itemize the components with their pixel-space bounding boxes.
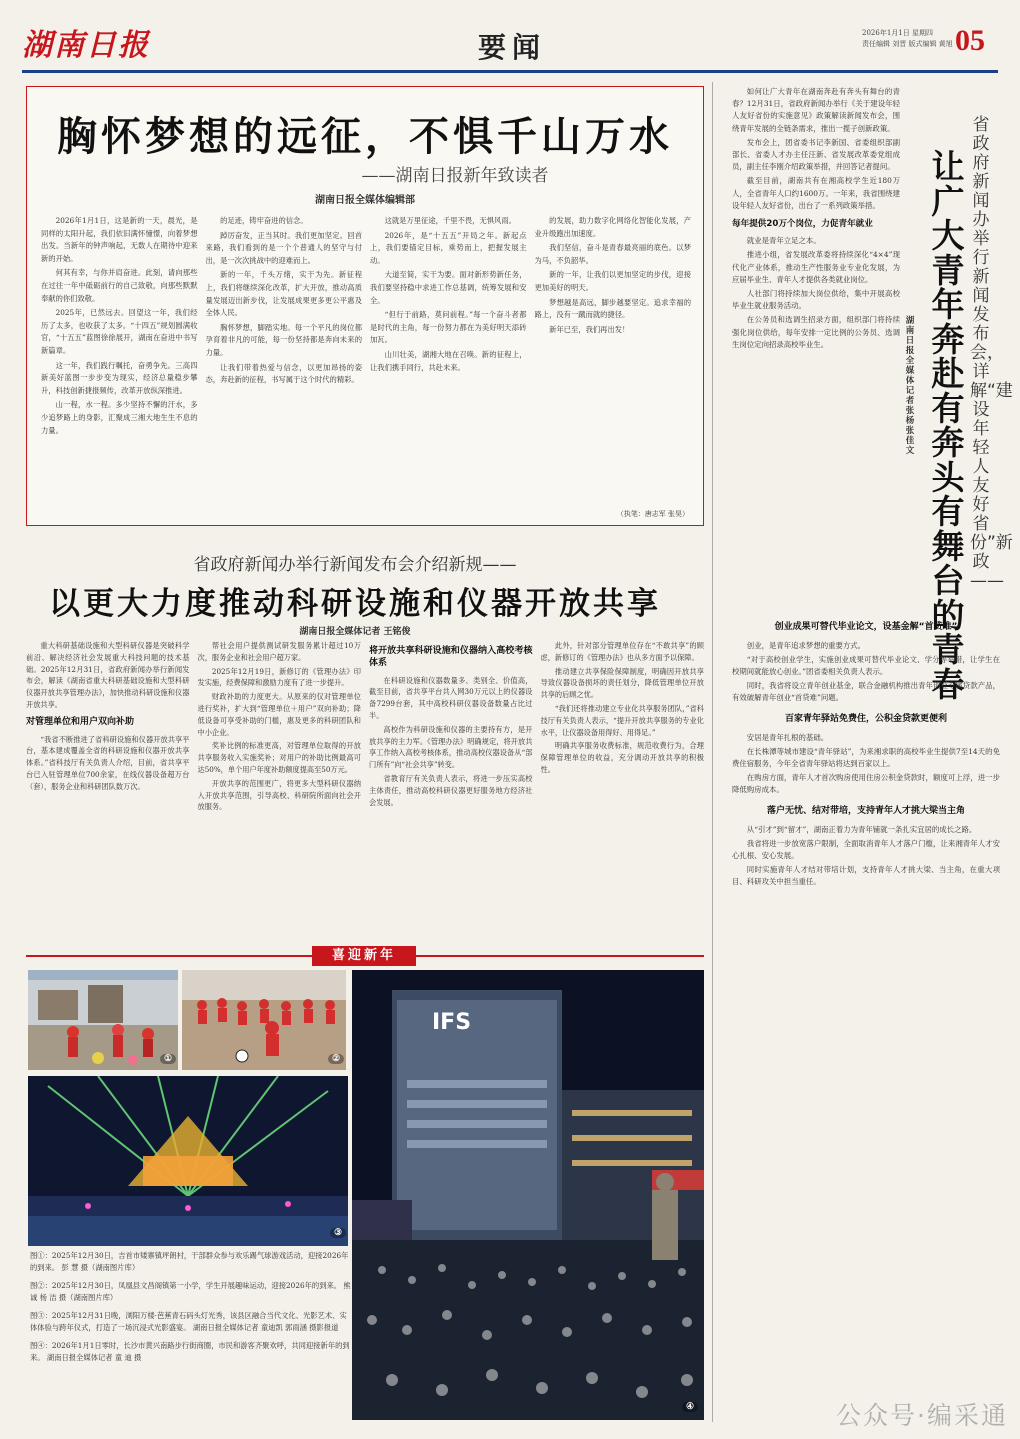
paragraph: 这就是万里征途，千里不畏，无惧风雨。 bbox=[384, 216, 516, 225]
paragraph: “我们还将推动建立专业化共享服务团队，”省科技厅有关负责人表示，“提升开放共享服务的专业化水平，让仪器设备用得好、用得足。” bbox=[540, 703, 704, 737]
paragraph: 新年已至，我们再出发！ bbox=[549, 324, 630, 334]
lead-article-signoff: （执笔：唐志军 张昊） bbox=[616, 510, 689, 518]
paragraph: 推进小组，省发展改革委将持续深化“4×4”现代化产业体系，推动生产性服务业专业化发展，为应届毕业生、青年人才提供各类就业岗位。 bbox=[732, 250, 900, 284]
issue-date: 2026年1月1日 星期四 bbox=[862, 29, 933, 37]
article2-column-2 bbox=[198, 640, 362, 930]
right-article-subhead-3: 百家青年驿站免费住，公积金贷款更便利 bbox=[784, 714, 947, 724]
paragraph: 梦想越是高远，脚步越要坚定。追求幸福的路上，没有一蹴而就的捷径。 bbox=[534, 297, 691, 320]
photo-4-number: ④ bbox=[682, 1402, 698, 1412]
lead-column-3 bbox=[370, 215, 527, 515]
article2-subhead-2: 将开放共享科研设施和仪器纳入高校考核体系 bbox=[369, 646, 533, 668]
right-article-kicker: 省政府新闻办举行新闻发布会，详解“建设年轻人友好省份”新政—— bbox=[970, 115, 1013, 591]
banner-label: 喜迎新年 bbox=[312, 946, 416, 966]
paragraph: 新的一年，让我们以更加坚定的步伐，迎接更加美好的明天。 bbox=[534, 270, 691, 292]
paragraph: 明确共享服务收费标准，规范收费行为，合理保障管理单位的收益，充分调动开放共享的积极性。 bbox=[540, 741, 704, 774]
article2-body bbox=[26, 640, 704, 930]
paragraph: 我们坚信，奋斗是青春最亮丽的底色。以梦为马，不负韶华。 bbox=[534, 243, 691, 265]
lead-article bbox=[26, 86, 704, 526]
masthead-rule bbox=[22, 70, 998, 73]
lead-article-subtitle: ——湖南日报新年致读者 bbox=[361, 166, 549, 186]
paragraph: 从“引才”到“留才”，湖南正着力为青年铺就一条扎实宜居的成长之路。 bbox=[746, 825, 977, 834]
caption-3: 图③：2025年12月31日晚，浏阳万楼·芭蕉青石码头灯光秀，该县区融合当代文化、光影艺术、实体体验与跨年仪式，打造了一场沉浸式光影盛宴。 湖南日报全媒体记者 童迪凯 郭雨涵 摄影报道 bbox=[30, 1311, 347, 1332]
paragraph: 2026年1月1日，这是新的一天，晨光，是同样的太阳升起，我们依旧满怀憧憬，向着梦想出发。当新年的钟声响起，无数人在期待中迎来新的开始。 bbox=[41, 216, 198, 263]
paragraph: 高校作为科研设施和仪器的主要持有方，是开放共享的主力军。《管理办法》明确规定，将开放共享工作纳入高校考核体系，推动高校仪器设备从“部门所有”向“社会共享”转变。 bbox=[369, 724, 533, 770]
article2-subhead-1: 对管理单位和用户双向补助 bbox=[26, 716, 135, 727]
paragraph: 在购房方面，青年人才首次购房使用住房公积金贷款时，额度可上浮，进一步降低购房成本。 bbox=[732, 773, 1000, 794]
paragraph: 在公务员和选调生招录方面，组织部门将持续强化岗位供给，每年安排一定比例的公务员、选调生岗位定向招录高校毕业生。 bbox=[732, 315, 900, 349]
paragraph: 截至目前，湖南共有在湘高校学生近180万人，全省青年人口约1600万。一年来，我省围绕建设年轻人友好省份，出台了一系列政策举措。 bbox=[732, 176, 900, 210]
paragraph: 推动建立共享保险保障制度，明确因开放共享导致仪器设备损坏的责任划分，降低管理单位开放共享的后顾之忧。 bbox=[540, 666, 704, 700]
caption-1: 图①：2025年12月30日，吉首市矮寨镇坪朗村，干部群众参与欢乐踢气球游戏活动，迎接2026年的到来。 彭 慧 摄（湖南图片库） bbox=[30, 1251, 349, 1272]
lead-column-2 bbox=[206, 215, 363, 515]
photo-3-number: ③ bbox=[330, 1228, 346, 1238]
paragraph: 同时实施青年人才结对带培计划，支持青年人才挑大梁、当主角，在重大项目、科研攻关中担当重任。 bbox=[732, 865, 1000, 886]
photo-captions bbox=[30, 1250, 354, 1370]
paragraph: 财政补助的力度更大。从原来的仅对管理单位进行奖补，扩大到“管理单位＋用户”双向补助；降低设备可享受补助的门槛，惠及更多的科研团队和中小企业。 bbox=[197, 692, 361, 737]
paragraph: “对于高校创业学生，实施创业成果可替代毕业论文、学分等举措，让学生在校期间就能放心创业。”团省委相关负责人表示。 bbox=[732, 655, 1000, 676]
paragraph: 开放共享的范围更广，将更多大型科研仪器纳入开放共享范围，引导高校、科研院所面向社会开放服务。 bbox=[197, 778, 361, 812]
paragraph: 在科研设施和仪器数量多、类别全、价值高，截至目前，省共享平台共入网30万元以上的仪器设备7299台套，其中高校科研仪器设备数量占比过半。 bbox=[369, 675, 533, 720]
paragraph: “我省不断推进了省科研设施和仪器开放共享平台，基本建成覆盖全省的科研设施和仪器开放共享体系。”省科技厅有关负责人介绍，目前，省共享平台已入驻管理单位700余家，在线仪器设备超万台（套），服务企业和科研团队数万次。 bbox=[26, 734, 190, 791]
ifs-sign: IFS bbox=[432, 1010, 472, 1035]
right-article-subhead-2: 创业成果可替代毕业论文，设基金解“首贷难” bbox=[774, 622, 958, 632]
lead-column-4 bbox=[535, 215, 692, 515]
lead-column-1 bbox=[41, 215, 198, 515]
article2-byline: 湖南日报全媒体记者 王铭俊 bbox=[299, 627, 411, 637]
section-name: 要闻 bbox=[478, 31, 547, 64]
paragraph: 的足迹，铸牢奋进的信念。 bbox=[220, 216, 308, 225]
paragraph: 何其有幸，与你并肩奋进。此刻，请向那些在过往一年中砥砺前行的自己致敬，向那些默默奉献的你们致敬。 bbox=[41, 268, 198, 303]
paragraph: 发布会上，团省委书记李新国、省委组织部副部长、省委人才办主任汪新、省发展改革委党组成员，副主任李刚介绍政策举措，并回答记者提问。 bbox=[732, 137, 900, 172]
paragraph: 就业是青年立足之本。 bbox=[746, 236, 821, 246]
paragraph: 山川壮美，湖湘大地在召唤。新的征程上，让我们携手同行，共赴未来。 bbox=[370, 349, 527, 372]
page-number: 05 bbox=[955, 24, 985, 57]
paragraph: 胸怀梦想，脚踏实地。每一个平凡的岗位都孕育着非凡的可能，每一份坚持都是奔向未来的力量。 bbox=[205, 322, 362, 357]
lead-article-body bbox=[41, 215, 691, 515]
paragraph: 奖补比例的标准更高，对管理单位取得的开放共享服务收入实施奖补；对用户的补助比例最高可达50%，单个用户年度补助额度提高至50万元。 bbox=[197, 741, 361, 774]
editors-line: 责任编辑 刘晋 版式编辑 黄旭 bbox=[862, 40, 953, 48]
watermark: 公众号·编采通 bbox=[836, 1401, 1008, 1430]
photo-2-number: ② bbox=[328, 1054, 344, 1064]
paragraph: 踔厉奋发，正当其时。我们更加坚定。回首来路，我们看到的是一个个普通人的坚守与付出，是一次次挑战中的迎难而上。 bbox=[205, 230, 362, 265]
caption-4: 图④：2026年1月1日零时，长沙市黄兴南路步行街商圈，市民和游客齐聚欢呼，共同迎接新年的到来。 湖南日报全媒体记者 童 迪 摄 bbox=[30, 1341, 350, 1362]
paragraph: 人社部门将持续加大岗位供给，集中开展高校毕业生就业服务活动。 bbox=[732, 289, 900, 311]
article2-column-4 bbox=[541, 640, 705, 930]
photo-1 bbox=[28, 970, 178, 1070]
paragraph: 在长株潭等城市建设“青年驿站”，为来湘求职的高校毕业生提供7至14天的免费住宿服务，今年全省青年驿站将达到百家以上。 bbox=[732, 747, 1000, 768]
right-article-title: 让广大青年奔赴有奔头有舞台的青春 bbox=[931, 147, 965, 704]
paragraph: 让我们带着热爱与信念，以更加昂扬的姿态，奔赴新的征程，书写属于这个时代的精彩。 bbox=[205, 362, 362, 385]
paragraph: 同时，我省将设立青年创业基金，联合金融机构推出青年创业专属贷款产品，有效破解青年创业“首贷难”问题。 bbox=[732, 681, 1000, 702]
right-article-subhead-1: 每年提供20万个岗位，力促青年就业 bbox=[732, 219, 873, 230]
paragraph: 如何让广大青年在湖南奔赴有奔头有舞台的青春？12月31日，省政府新闻办举行《关于建设年轻人友好省份的实施意见》政策解读新闻发布会，围绕青年发展的全链条需求，推出一揽子创新政策。 bbox=[732, 87, 900, 133]
article2-kicker: 省政府新闻办举行新闻发布会介绍新规—— bbox=[193, 555, 517, 575]
paragraph: 这一年，我们践行嘱托，奋勇争先。三高四新美好蓝图一步步变为现实，经济总量稳步攀升，科技创新捷报频传，改革开放纵深推进。 bbox=[41, 360, 198, 395]
article2-title: 以更大力度推动科研设施和仪器开放共享 bbox=[49, 586, 661, 622]
lead-article-byline: 湖南日报全媒体编辑部 bbox=[315, 195, 415, 206]
right-article-subhead-4: 落户无忧、结对带培，支持青年人才挑大梁当主角 bbox=[766, 806, 965, 816]
paragraph: 此外，针对部分管理单位存在“不敢共享”的顾虑，新修订的《管理办法》也从多方面予以保障。 bbox=[540, 641, 704, 662]
paragraph: 山一程，水一程。多少坚持不懈的汗水，多少追梦路上的身影，汇聚成三湘大地生生不息的力量。 bbox=[41, 400, 198, 435]
paragraph: 2026年，是“十五五”开局之年。新起点上，我们要锚定目标，乘势而上，把握发展主动。 bbox=[370, 230, 527, 265]
caption-2: 图②：2025年12月30日，凤凰县文昌阁镇第一小学，学生开展趣味运动，迎接2026年的到来。 熊 诚 杨 洁 摄（湖南图片库） bbox=[30, 1281, 351, 1302]
right-article-bottom-body bbox=[732, 612, 1000, 1412]
article2-column-1 bbox=[26, 640, 190, 930]
article2-column-3 bbox=[369, 640, 533, 930]
dateline bbox=[862, 28, 957, 50]
masthead bbox=[0, 0, 1020, 72]
photo-3 bbox=[28, 1076, 348, 1246]
paragraph: “但行于前路，莫问前程。”每一个奋斗者都是时代的主角，每一份努力都在为美好明天添砖加瓦。 bbox=[370, 310, 527, 345]
paragraph: 重大科研基础设施和大型科研仪器是突破科学前沿、解决经济社会发展重大科技问题的技术基础。2025年12月31日，省政府新闻办举行新闻发布会，解读《湖南省重大科研基础设施和大型科研仪器开放共享管理办法》，加快推动科研设施和仪器开放共享。 bbox=[26, 641, 190, 709]
newspaper-logo: 湖南日报 bbox=[22, 28, 150, 63]
paragraph: 2025年，已然远去。回望这一年，我们经历了太多，也收获了太多。“十四五”规划圆满收官，“十五五”蓝图徐徐展开，湖南在奋进中书写新篇章。 bbox=[41, 308, 198, 355]
paragraph: 我省将进一步放宽落户限制，全面取消青年人才落户门槛，让来湘青年人才安心扎根、安心发展。 bbox=[732, 839, 1000, 860]
paragraph: 的发展，助力数字化网络化智能化发展，产业升级跑出加速度。 bbox=[534, 216, 691, 238]
paragraph: 省教育厅有关负责人表示，将进一步压实高校主体责任，推动高校科研仪器更好服务地方经济社会发展。 bbox=[369, 773, 533, 807]
paragraph: 帮社会用户提供测试研发服务累计超过10万次，服务企业和社会用户超万家。 bbox=[197, 641, 361, 662]
right-article-byline: 湖南日报全媒体记者 张杨 张佳文 bbox=[905, 316, 915, 456]
paragraph: 2025年12月19日，新修订的《管理办法》印发实施，经费保障和激励力度有了进一步提升。 bbox=[197, 666, 361, 688]
paragraph: 新的一年，千头万绪，实干为先。新征程上，我们将继续深化改革，扩大开放，推动高质量发展迈出新步伐，让发展成果更多更公平惠及全体人民。 bbox=[205, 270, 362, 318]
paragraph: 安居是青年扎根的基础。 bbox=[746, 733, 829, 742]
right-article-top-body bbox=[732, 86, 900, 606]
paragraph: 大道至简，实干为要。面对新形势新任务，我们要坚持稳中求进工作总基调，统筹发展和安全。 bbox=[370, 270, 527, 305]
photo-2 bbox=[182, 970, 346, 1070]
photo-section-banner bbox=[26, 946, 704, 966]
lead-article-title: 胸怀梦想的远征，不惧千山万水 bbox=[57, 114, 673, 160]
photo-4 bbox=[352, 970, 704, 1420]
paragraph: 创业，是青年追求梦想的重要方式。 bbox=[746, 641, 866, 650]
photo-1-number: ① bbox=[160, 1054, 176, 1064]
column-separator bbox=[712, 82, 713, 1422]
